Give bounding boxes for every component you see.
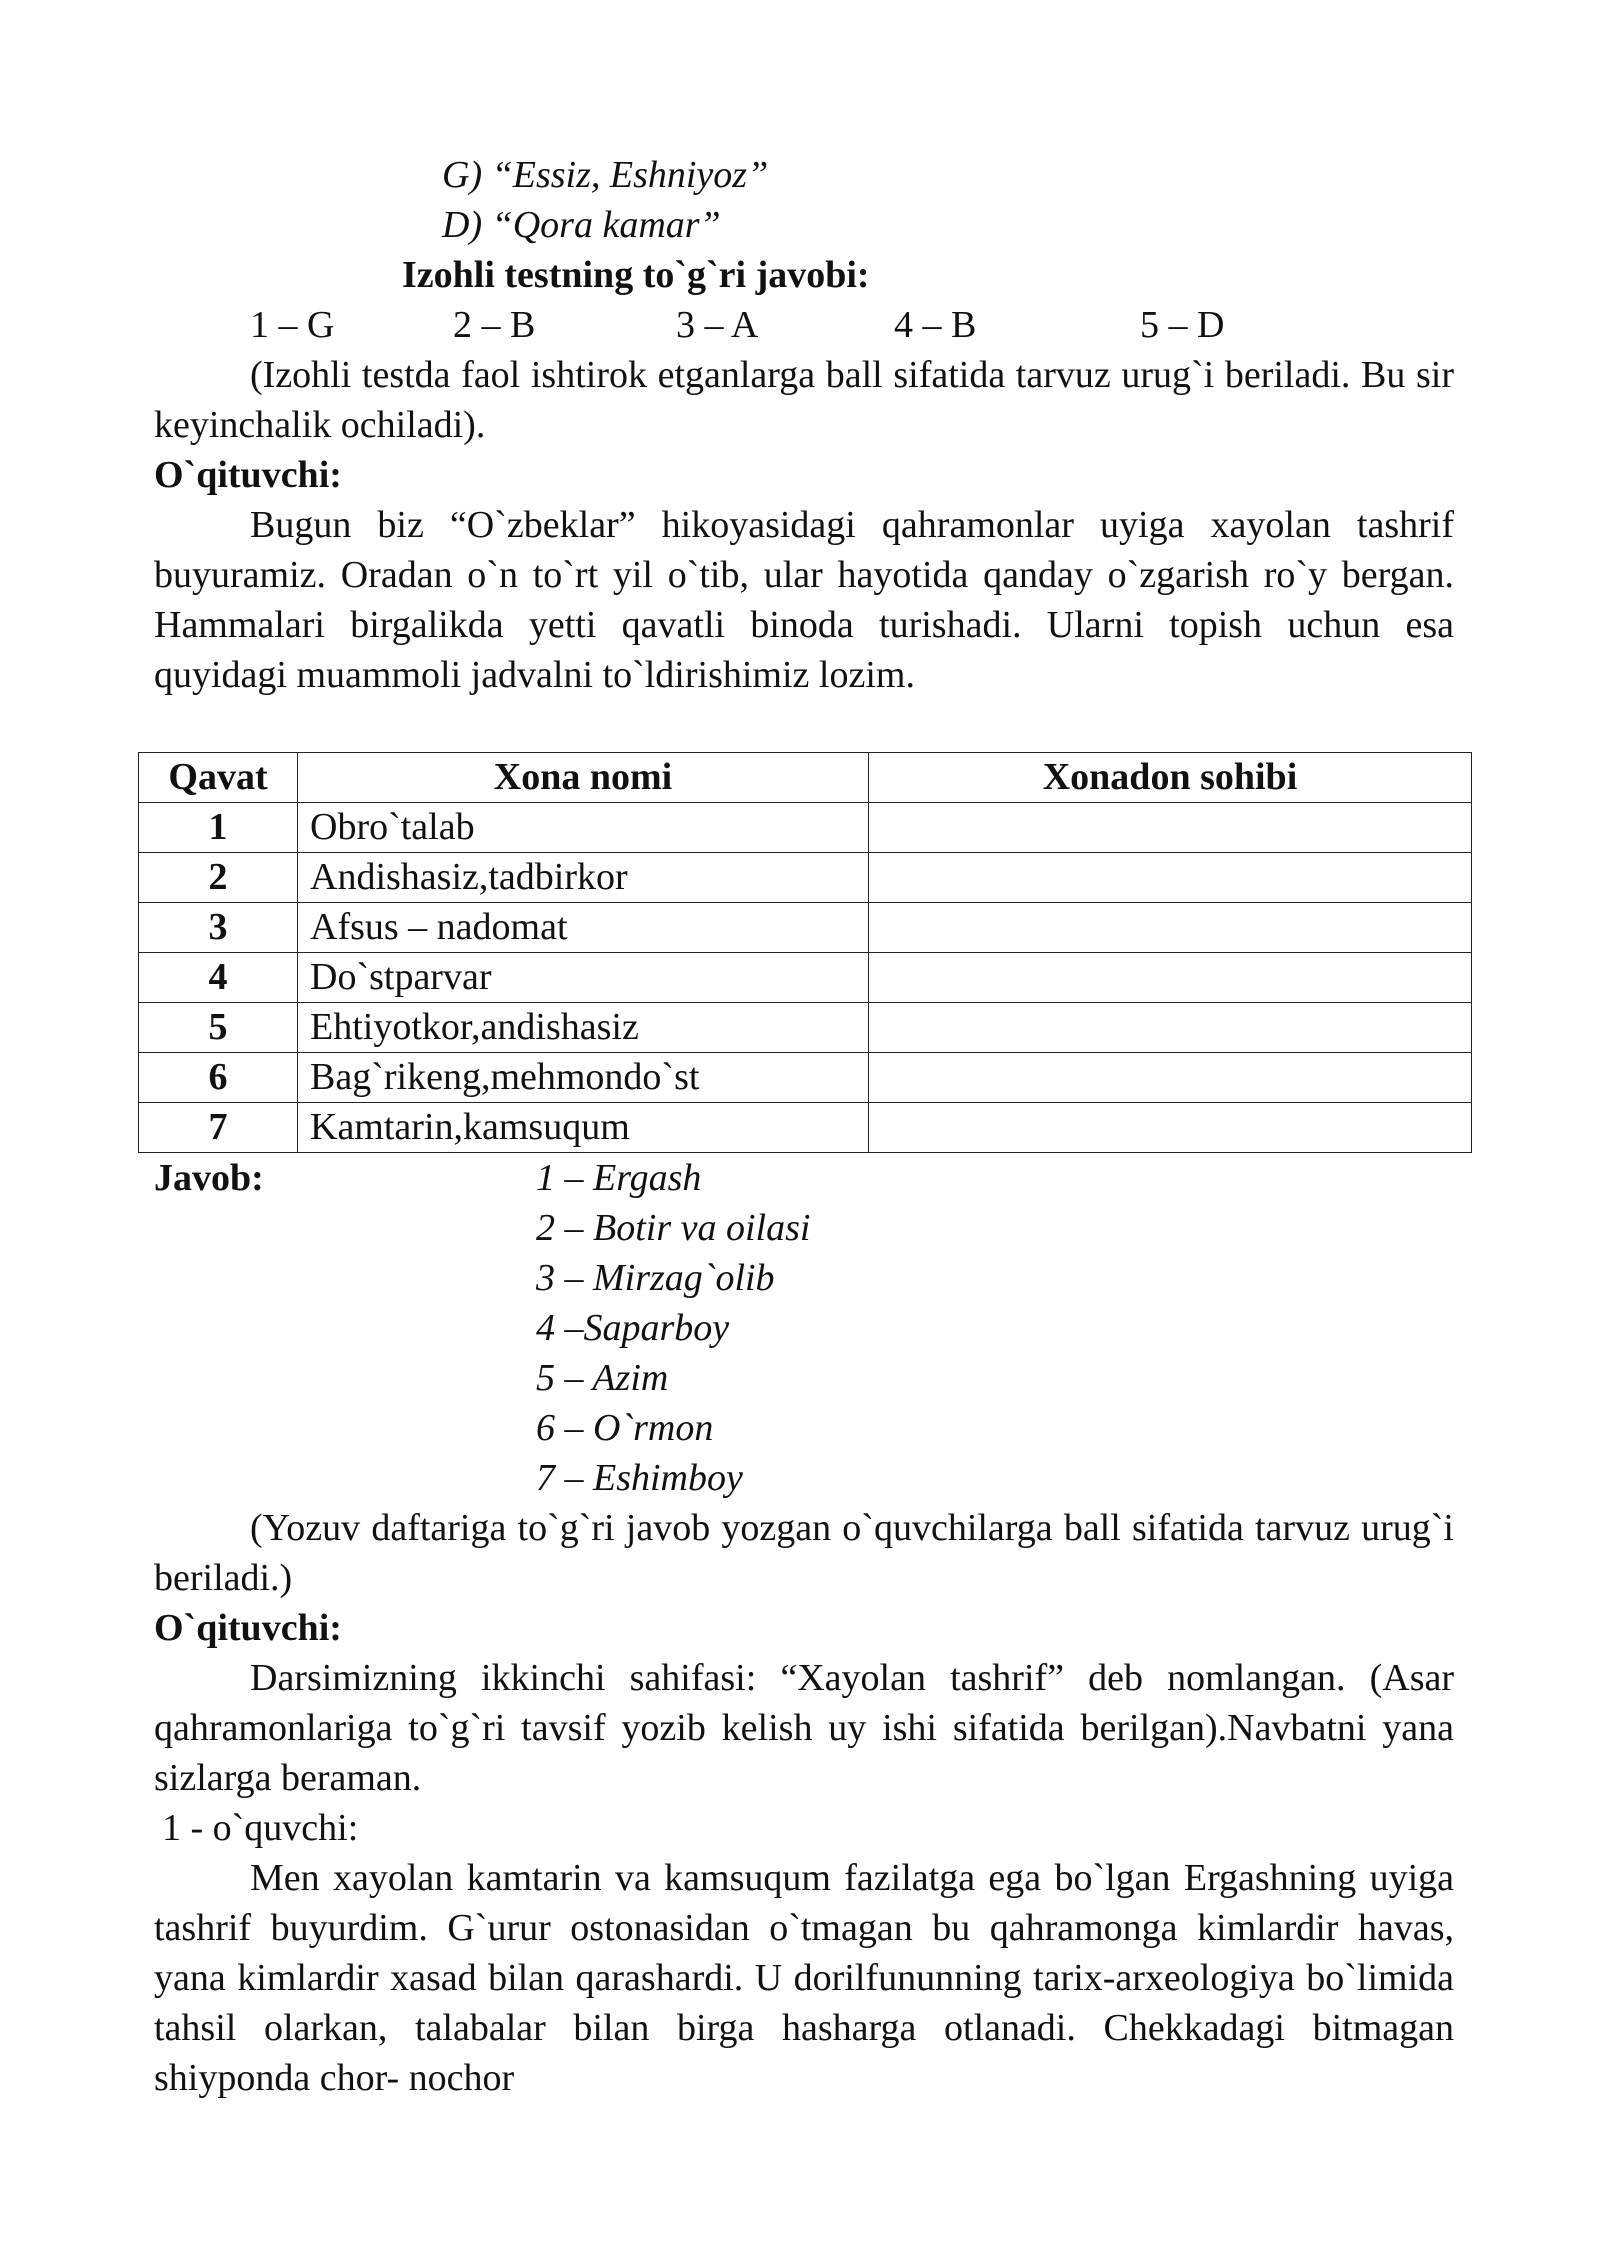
answer-block: [154, 1153, 1454, 1503]
table-row: [139, 1103, 1472, 1153]
owner-cell[interactable]: [869, 1053, 1472, 1103]
floor-cell: 6: [139, 1053, 298, 1103]
answer-item: 1 – Ergash: [536, 1157, 702, 1199]
answer-key-item: 1 – G: [250, 304, 335, 346]
table-row: [139, 903, 1472, 953]
answer-key-item: 4 – B: [894, 304, 977, 346]
table-row: [139, 853, 1472, 903]
table-row: [139, 953, 1472, 1003]
answer-label: Javob:: [154, 1157, 264, 1199]
option-g: G) “Essiz, Eshniyoz”: [442, 154, 769, 196]
floor-cell: 7: [139, 1103, 298, 1153]
student-paragraph: Men xayolan kamtarin va kamsuqum fazilatga ega bo`lgan Ergashning uyiga tashrif buyurdim. G`urur ostonasidan o`tmagan bu qahramonga kimlardir havas, yana kimlardir xasad bilan qarashardi. U dorilfununning tarix-arxeologiya bo`limida tahsil olarkan, talabalar bilan birga hasharga otlanadi. Chekkadagi bitmagan shiyponda chor- nochor: [154, 1857, 1454, 2099]
answer-key-title: Izohli testning to`g`ri javobi:: [402, 254, 870, 296]
room-cell: Do`stparvar: [298, 953, 869, 1003]
room-cell: Andishasiz,tadbirkor: [298, 853, 869, 903]
answer-item: 7 – Eshimboy: [536, 1457, 743, 1499]
room-cell: Kamtarin,kamsuqum: [298, 1103, 869, 1153]
table-row: [139, 1053, 1472, 1103]
header-room: Xona nomi: [298, 753, 869, 803]
answer-item: 4 –Saparboy: [536, 1307, 730, 1349]
owner-cell[interactable]: [869, 1003, 1472, 1053]
room-cell: Ehtiyotkor,andishasiz: [298, 1003, 869, 1053]
table-header-row: [139, 753, 1472, 803]
note-paragraph-2: (Yozuv daftariga to`g`ri javob yozgan o`quvchilarga ball sifatida tarvuz urug`i beriladi.): [154, 1507, 1454, 1599]
answer-item: 2 – Botir va oilasi: [536, 1207, 811, 1249]
second-page-paragraph: Darsimizning ikkinchi sahifasi: “Xayolan tashrif” deb nomlangan. (Asar qahramonlariga to`g`ri tavsif yozib kelish uy ishi sifatida berilgan).Navbatni yana sizlarga beraman.: [154, 1657, 1454, 1799]
answer-key-item: 5 – D: [1140, 304, 1225, 346]
answer-list: [154, 1153, 1454, 1503]
student-label: 1 - o`quvchi:: [162, 1807, 359, 1849]
floor-cell: 1: [139, 803, 298, 853]
owner-cell[interactable]: [869, 803, 1472, 853]
owner-cell[interactable]: [869, 1103, 1472, 1153]
table-row: [139, 1003, 1472, 1053]
floor-cell: 3: [139, 903, 298, 953]
document-page: [154, 150, 1454, 2103]
spacer: [154, 700, 1454, 752]
option-d: D) “Qora kamar”: [442, 204, 721, 246]
room-cell: Obro`talab: [298, 803, 869, 853]
owner-cell[interactable]: [869, 953, 1472, 1003]
room-cell: Bag`rikeng,mehmondo`st: [298, 1053, 869, 1103]
answer-key-item: 3 – A: [676, 304, 759, 346]
intro-paragraph: Bugun biz “O`zbeklar” hikoyasidagi qahramonlar uyiga xayolan tashrif buyuramiz. Oradan o`n to`rt yil o`tib, ular hayotida qanday o`zgarish ro`y bergan. Hammalari birgalikda yetti qavatli binoda turishadi. Ularni topish uchun esa quyidagi muammoli jadvalni to`ldirishimiz lozim.: [154, 504, 1454, 696]
floor-cell: 4: [139, 953, 298, 1003]
answer-item: 5 – Azim: [536, 1357, 669, 1399]
answer-item: 3 – Mirzag`olib: [536, 1257, 775, 1299]
floors-table: [138, 752, 1472, 1153]
floor-cell: 5: [139, 1003, 298, 1053]
answer-item: 6 – O`rmon: [536, 1407, 714, 1449]
answer-key-item: 2 – B: [453, 304, 536, 346]
header-owner: Xonadon sohibi: [869, 753, 1472, 803]
teacher-label: O`qituvchi:: [154, 454, 342, 496]
teacher-label: O`qituvchi:: [154, 1607, 342, 1649]
note-paragraph-1: (Izohli testda faol ishtirok etganlarga ball sifatida tarvuz urug`i beriladi. Bu sir keyinchalik ochiladi).: [154, 354, 1454, 446]
owner-cell[interactable]: [869, 903, 1472, 953]
header-floor: Qavat: [139, 753, 298, 803]
answer-key-row: [154, 300, 1454, 350]
floor-cell: 2: [139, 853, 298, 903]
room-cell: Afsus – nadomat: [298, 903, 869, 953]
owner-cell[interactable]: [869, 853, 1472, 903]
table-row: [139, 803, 1472, 853]
